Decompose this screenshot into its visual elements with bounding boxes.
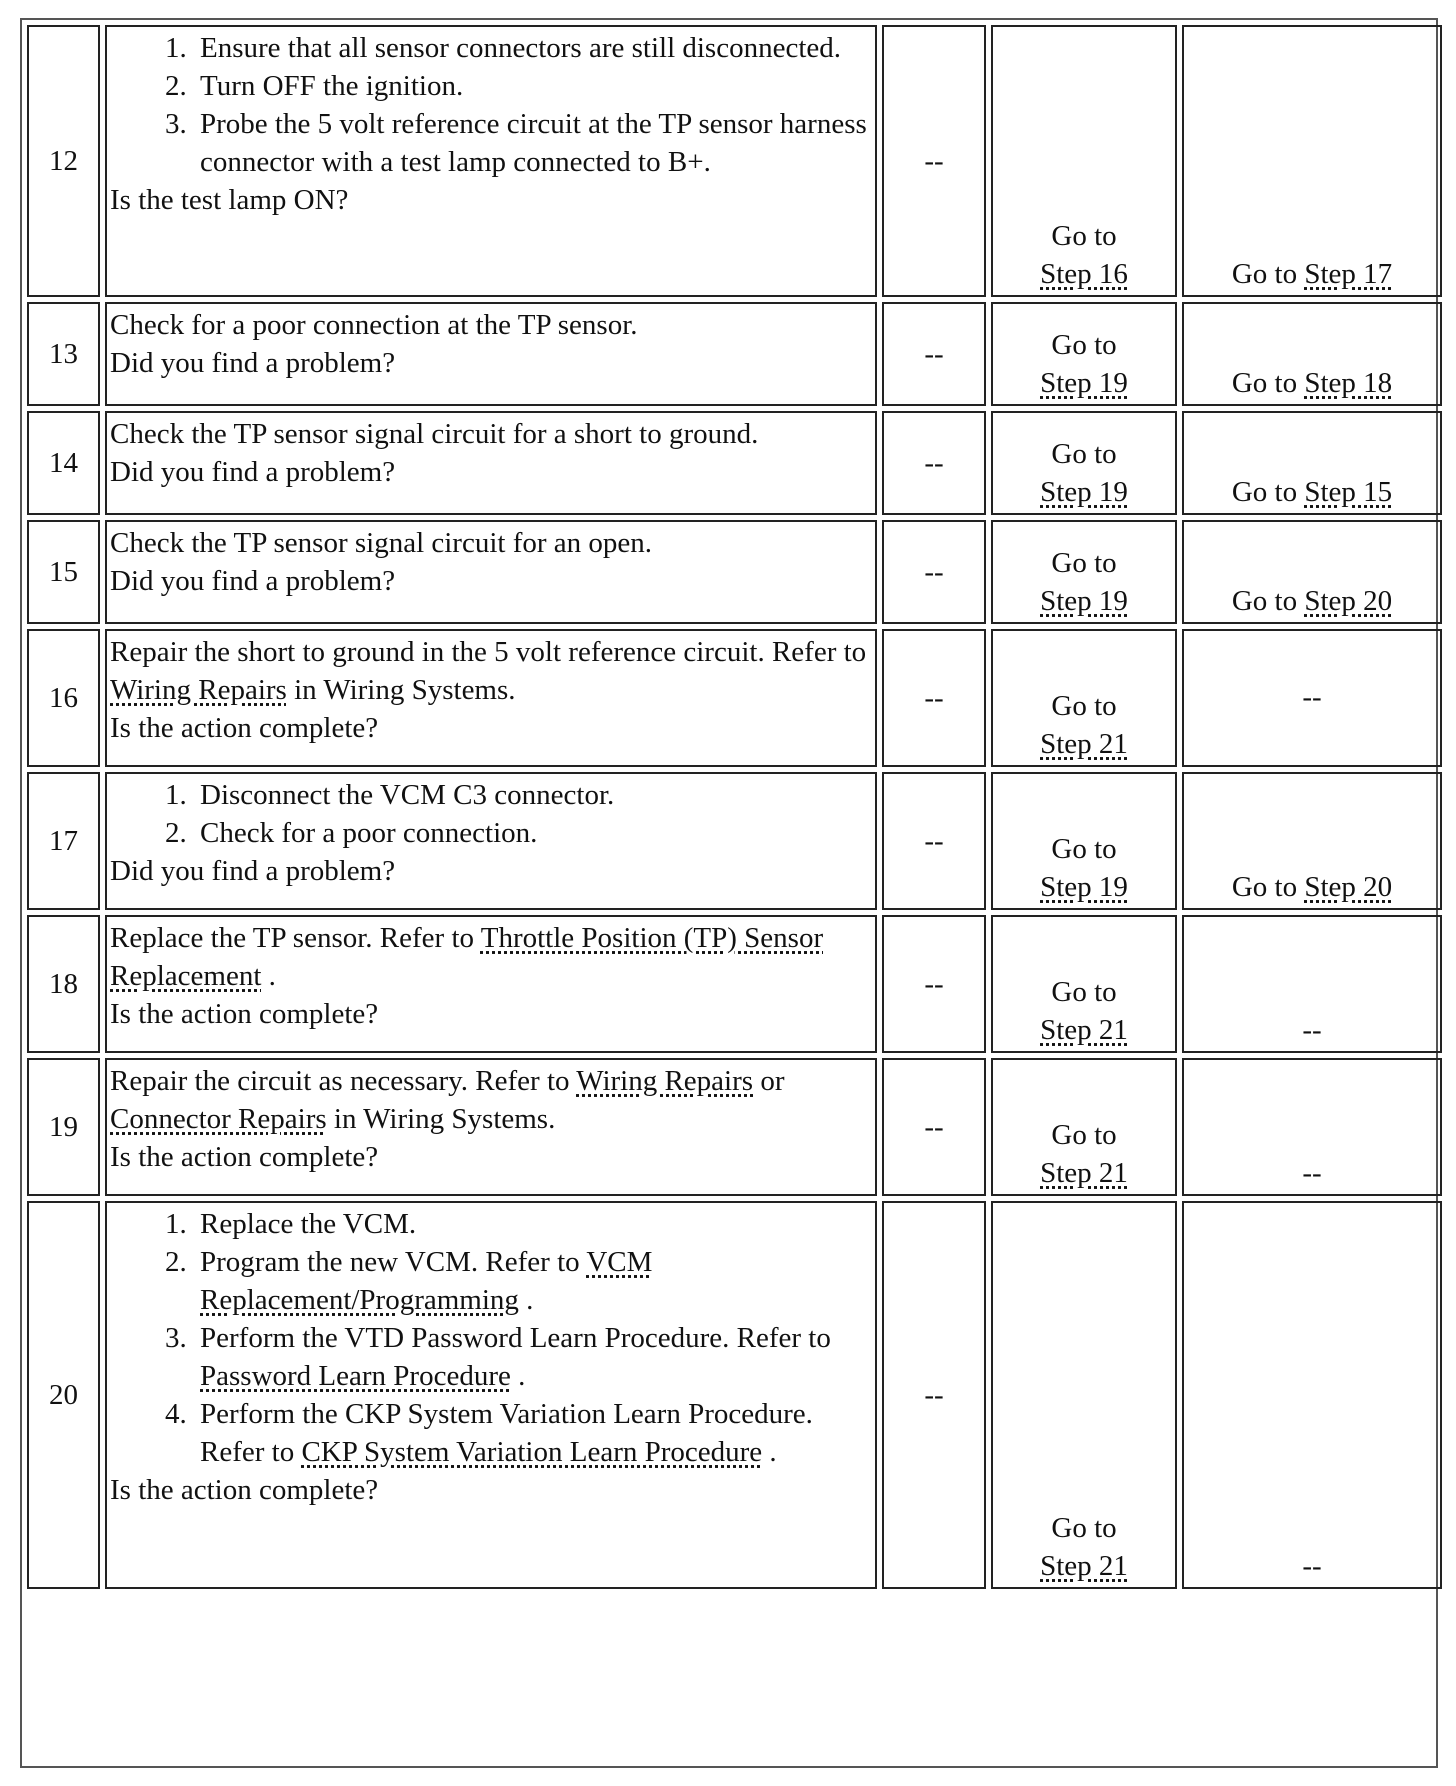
list-item	[194, 1205, 872, 1243]
goto-text: Go to	[1051, 976, 1117, 1008]
step-link[interactable]: Step 15	[1304, 476, 1393, 508]
action-text-part: .	[261, 960, 276, 992]
goto-text: Go to	[1051, 220, 1117, 252]
table-row	[27, 1201, 1442, 1589]
list-item-text: .	[510, 1360, 526, 1392]
value-cell: --	[882, 1201, 986, 1589]
step-link[interactable]: Step 21	[1040, 728, 1128, 760]
list-item-text: Program the new VCM. Refer to	[200, 1246, 587, 1278]
wiring-repairs-link[interactable]: Wiring Repairs	[110, 674, 287, 706]
step-number: 12	[27, 25, 100, 297]
no-cell	[1182, 520, 1442, 624]
step-link[interactable]: Step 21	[1040, 1157, 1128, 1189]
value-cell: --	[882, 25, 986, 297]
action-text: Check the TP sensor signal circuit for a short to ground.	[110, 418, 759, 450]
action-list	[110, 1205, 872, 1471]
yes-cell	[991, 520, 1177, 624]
table-row	[27, 1058, 1442, 1196]
no-cell: --	[1182, 629, 1442, 767]
goto-text: Go to	[1231, 871, 1305, 903]
question-text: Did you find a problem?	[110, 855, 396, 887]
goto-text: Go to	[1231, 585, 1305, 617]
yes-cell	[991, 629, 1177, 767]
step-link[interactable]: Step 19	[1040, 476, 1128, 508]
value-cell: --	[882, 915, 986, 1053]
question-text: Did you find a problem?	[110, 456, 396, 488]
question-text: Is the action complete?	[110, 1141, 379, 1173]
yes-cell	[991, 1201, 1177, 1589]
step-link[interactable]: Step 21	[1040, 1014, 1128, 1046]
step-number: 18	[27, 915, 100, 1053]
no-cell: --	[1182, 915, 1442, 1053]
no-cell	[1182, 772, 1442, 910]
step-link[interactable]: Step 19	[1040, 367, 1128, 399]
goto-text: Go to	[1231, 258, 1305, 290]
action-cell	[105, 772, 877, 910]
action-text: Check for a poor connection at the TP sensor.	[110, 309, 638, 341]
goto-text: Go to	[1051, 1512, 1117, 1544]
list-item-text: Perform the CKP System Variation Learn Procedure. Refer to	[200, 1398, 813, 1468]
step-number: 13	[27, 302, 100, 406]
yes-cell	[991, 915, 1177, 1053]
action-text	[110, 633, 872, 709]
action-cell	[105, 629, 877, 767]
goto-text: Go to	[1051, 329, 1117, 361]
yes-cell	[991, 411, 1177, 515]
goto-text: Go to	[1051, 690, 1117, 722]
diagnostic-table	[22, 20, 1447, 1594]
step-link[interactable]: Step 19	[1040, 871, 1128, 903]
step-number: 14	[27, 411, 100, 515]
no-cell: --	[1182, 1201, 1442, 1589]
action-text	[110, 919, 872, 995]
value-cell: --	[882, 772, 986, 910]
action-text	[110, 1062, 872, 1138]
step-link[interactable]: Step 21	[1040, 1550, 1128, 1582]
question-text: Is the action complete?	[110, 998, 379, 1030]
table-row	[27, 25, 1442, 297]
list-item: 1. Disconnect the VCM C3 connector.	[194, 776, 872, 814]
no-cell	[1182, 411, 1442, 515]
yes-cell	[991, 25, 1177, 297]
no-cell	[1182, 302, 1442, 406]
action-cell	[105, 915, 877, 1053]
table-row	[27, 772, 1442, 910]
goto-text: Go to	[1051, 833, 1117, 865]
list-item-text: .	[518, 1284, 534, 1316]
question-text: Did you find a problem?	[110, 347, 396, 379]
goto-text: Go to	[1231, 476, 1305, 508]
tp-sensor-replacement-link[interactable]: Throttle Position (TP) Sensor Replacement	[110, 922, 824, 992]
goto-text: Go to	[1051, 547, 1117, 579]
no-cell	[1182, 25, 1442, 297]
list-item-text: .	[762, 1436, 777, 1468]
step-link[interactable]: Step 20	[1304, 585, 1393, 617]
list-item	[194, 1395, 872, 1471]
list-item: 2. Turn OFF the ignition.	[194, 67, 872, 105]
table-row	[27, 629, 1442, 767]
table-row	[27, 302, 1442, 406]
action-text: Check the TP sensor signal circuit for an open.	[110, 527, 653, 559]
step-number: 16	[27, 629, 100, 767]
action-cell	[105, 1058, 877, 1196]
table-row	[27, 915, 1442, 1053]
action-text-part: Replace the TP sensor. Refer to	[110, 922, 481, 954]
yes-cell	[991, 1058, 1177, 1196]
list-item-text: Perform the VTD Password Learn Procedure. Refer to	[200, 1322, 831, 1354]
value-cell: --	[882, 302, 986, 406]
goto-text: Go to	[1051, 1119, 1117, 1151]
yes-cell	[991, 772, 1177, 910]
question-text: Did you find a problem?	[110, 565, 396, 597]
action-cell	[105, 411, 877, 515]
list-item	[194, 1319, 872, 1395]
question-text: Is the action complete?	[110, 712, 379, 744]
action-cell	[105, 520, 877, 624]
value-cell: --	[882, 1058, 986, 1196]
list-item: 3. Probe the 5 volt reference circuit at the TP sensor harness connector with a test lamp connected to B+.	[194, 105, 872, 181]
action-text-part: in Wiring Systems.	[326, 1103, 556, 1135]
list-item: 1. Ensure that all sensor connectors are still disconnected.	[194, 29, 872, 67]
list-item-text: Replace the VCM.	[200, 1208, 417, 1240]
step-link[interactable]: Step 19	[1040, 585, 1128, 617]
no-cell: --	[1182, 1058, 1442, 1196]
action-text-part: or	[753, 1065, 785, 1097]
password-learn-link[interactable]: Password Learn Procedure	[200, 1360, 511, 1392]
goto-text: Go to	[1231, 367, 1305, 399]
step-link[interactable]: Step 17	[1304, 258, 1393, 290]
step-link[interactable]: Step 18	[1304, 367, 1393, 399]
value-cell: --	[882, 520, 986, 624]
list-item: 2. Check for a poor connection.	[194, 814, 872, 852]
step-link[interactable]: Step 16	[1040, 258, 1128, 290]
action-cell	[105, 25, 877, 297]
step-number: 15	[27, 520, 100, 624]
goto-text: Go to	[1051, 438, 1117, 470]
step-number: 19	[27, 1058, 100, 1196]
value-cell: --	[882, 411, 986, 515]
step-link[interactable]: Step 20	[1304, 871, 1393, 903]
action-cell	[105, 1201, 877, 1589]
question-text: Is the action complete?	[110, 1474, 379, 1506]
action-list	[110, 29, 872, 181]
action-text-part: Repair the short to ground in the 5 volt reference circuit. Refer to	[110, 636, 867, 668]
list-item	[194, 1243, 872, 1319]
step-number: 20	[27, 1201, 100, 1589]
action-text-part: Repair the circuit as necessary. Refer to	[110, 1065, 577, 1097]
yes-cell	[991, 302, 1177, 406]
action-list	[110, 776, 872, 852]
step-number: 17	[27, 772, 100, 910]
connector-repairs-link[interactable]: Connector Repairs	[110, 1103, 327, 1135]
table-row	[27, 520, 1442, 624]
action-text-part: in Wiring Systems.	[286, 674, 516, 706]
table-row	[27, 411, 1442, 515]
value-cell: --	[882, 629, 986, 767]
question-text: Is the test lamp ON?	[110, 184, 349, 216]
ckp-variation-learn-link[interactable]: CKP System Variation Learn Procedure	[301, 1436, 763, 1468]
wiring-repairs-link[interactable]: Wiring Repairs	[576, 1065, 754, 1097]
action-cell	[105, 302, 877, 406]
vcm-replacement-link[interactable]: VCM Replacement/Programming	[200, 1246, 653, 1316]
